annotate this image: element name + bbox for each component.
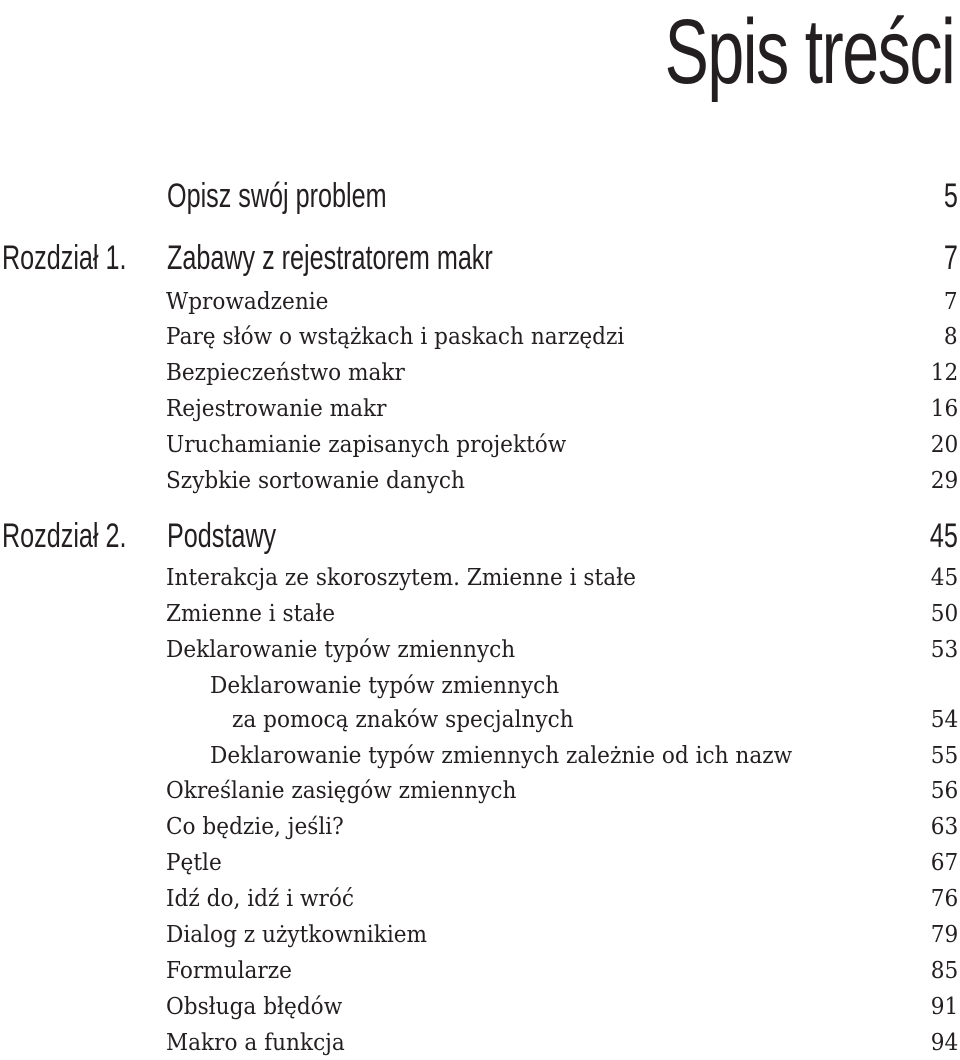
section-title: Interakcja ze skoroszytem. Zmienne i stałe (166, 565, 636, 591)
section-title: Makro a funkcja (166, 1030, 345, 1056)
toc-entry-row (0, 671, 958, 701)
page-number: 5 (943, 177, 958, 215)
toc-entry-row (0, 599, 958, 629)
page-number: 79 (930, 922, 958, 948)
toc-entry-row (0, 430, 958, 460)
section-title: Bezpieczeństwo makr (166, 360, 405, 386)
page-number: 16 (930, 396, 958, 422)
page-number: 20 (930, 432, 958, 458)
chapter-label: Rozdział 2. (2, 517, 127, 555)
toc-heading-row (0, 176, 958, 216)
section-title: Deklarowanie typów zmiennych zależnie od ich nazw (210, 743, 793, 769)
toc-entry-row (0, 776, 958, 806)
page-number: 53 (930, 637, 958, 663)
section-title: Deklarowanie typów zmiennych (166, 637, 516, 663)
page-number: 45 (930, 517, 958, 555)
page-number: 45 (930, 565, 958, 591)
section-title: Uruchamianie zapisanych projektów (166, 432, 567, 458)
toc-entry-row (0, 884, 958, 914)
toc-entry-row (0, 956, 958, 986)
toc-entry-row (0, 287, 958, 317)
toc-entry-row (0, 741, 958, 771)
chapter-label: Rozdział 1. (2, 239, 127, 277)
toc-entry-row (0, 848, 958, 878)
section-title: Pętle (166, 850, 222, 876)
section-title: Szybkie sortowanie danych (166, 468, 465, 494)
page-number: 63 (930, 814, 958, 840)
toc-heading-row (0, 238, 958, 278)
section-title: za pomocą znaków specjalnych (232, 707, 574, 733)
section-title: Dialog z użytkownikiem (166, 922, 428, 948)
page-number: 55 (930, 743, 958, 769)
toc-heading-row (0, 516, 958, 556)
toc-entry-row (0, 322, 958, 352)
page-number: 29 (930, 468, 958, 494)
section-title: Wprowadzenie (166, 289, 329, 315)
page-number: 8 (944, 324, 958, 350)
section-title: Co będzie, jeśli? (166, 814, 344, 840)
section-title: Parę słów o wstążkach i paskach narzędzi (166, 324, 625, 350)
toc-entry-row (0, 635, 958, 665)
page-number: 91 (930, 994, 958, 1020)
section-title: Zmienne i stałe (166, 601, 336, 627)
section-title: Idź do, idź i wróć (166, 886, 355, 912)
toc-entry-row (0, 563, 958, 593)
page-number: 50 (930, 601, 958, 627)
toc-entry-row (0, 705, 958, 735)
page-number: 56 (930, 778, 958, 804)
page-number: 94 (930, 1030, 958, 1056)
toc-entry-row (0, 920, 958, 950)
toc-entry-row (0, 992, 958, 1022)
chapter-title: Zabawy z rejestratorem makr (167, 239, 493, 277)
page-number: 7 (944, 289, 958, 315)
section-title: Określanie zasięgów zmiennych (166, 778, 517, 804)
toc-entry-row (0, 812, 958, 842)
toc-entry-row (0, 394, 958, 424)
chapter-title: Opisz swój problem (167, 177, 387, 215)
page-number: 76 (930, 886, 958, 912)
page-title: Spis treści (664, 1, 954, 103)
toc-entry-row (0, 358, 958, 388)
section-title: Formularze (166, 958, 292, 984)
page-number: 67 (930, 850, 958, 876)
page-number: 12 (930, 360, 958, 386)
chapter-title: Podstawy (167, 517, 277, 555)
section-title: Rejestrowanie makr (166, 396, 387, 422)
toc-entry-row (0, 466, 958, 496)
toc-entry-row (0, 1028, 958, 1058)
page-number: 7 (943, 239, 958, 277)
page-number: 54 (930, 707, 958, 733)
page-number: 85 (930, 958, 958, 984)
section-title: Obsługa błędów (166, 994, 343, 1020)
section-title: Deklarowanie typów zmiennych (210, 673, 560, 699)
